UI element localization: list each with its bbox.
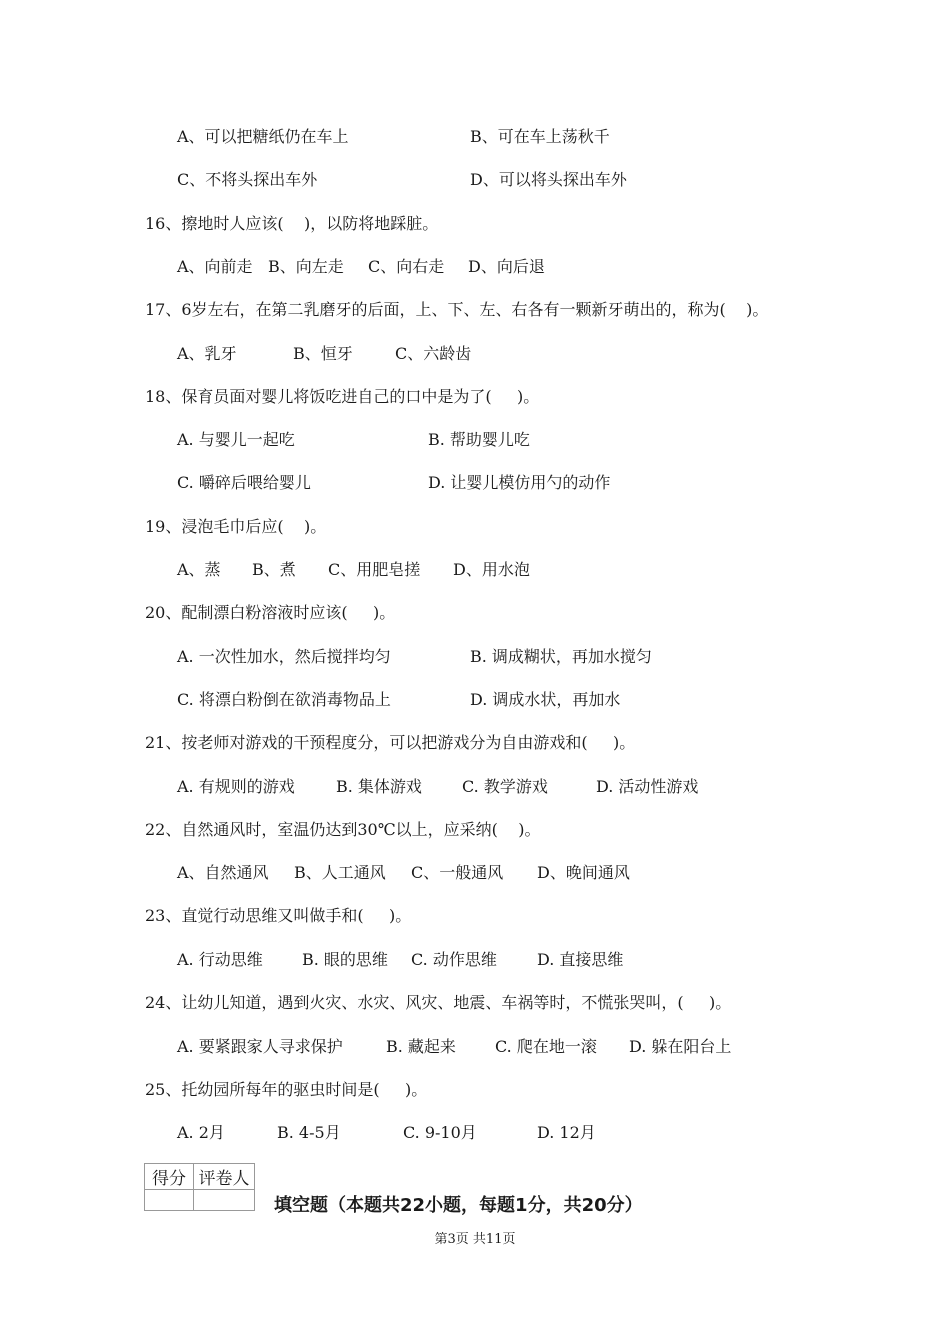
q24-option-a: A. 要紧跟家人寻求保护	[177, 1037, 343, 1056]
q19-option-c: C、用肥皂搓	[328, 560, 421, 579]
q19-option-b: B、煮	[252, 560, 296, 579]
q18-option-a: A. 与婴儿一起吃	[177, 430, 295, 449]
q25-option-a: A. 2月	[177, 1123, 225, 1142]
q22-option-b: B、人工通风	[294, 863, 386, 882]
q21-option-d: D. 活动性游戏	[596, 777, 699, 796]
q17-option-c: C、六龄齿	[395, 344, 472, 363]
q15-option-d: D、可以将头探出车外	[470, 170, 627, 189]
q23-option-b: B. 眼的思维	[302, 950, 388, 969]
q21-option-a: A. 有规则的游戏	[177, 777, 295, 796]
q23-option-a: A. 行动思维	[177, 950, 263, 969]
score-cell	[145, 1190, 194, 1211]
q19-option-d: D、用水泡	[453, 560, 530, 579]
q15-option-b: B、可在车上荡秋千	[470, 127, 610, 146]
grader-label: 评卷人	[194, 1164, 255, 1190]
score-box	[144, 1163, 255, 1211]
q19-stem: 19、浸泡毛巾后应( )。	[145, 517, 327, 536]
q20-option-c: C. 将漂白粉倒在欲消毒物品上	[177, 690, 391, 709]
q21-stem: 21、按老师对游戏的干预程度分，可以把游戏分为自由游戏和( )。	[145, 733, 636, 752]
q25-stem: 25、托幼园所每年的驱虫时间是( )。	[145, 1080, 428, 1099]
q16-option-d: D、向后退	[468, 257, 545, 276]
q23-option-c: C. 动作思维	[411, 950, 497, 969]
q15-option-c: C、不将头探出车外	[177, 170, 318, 189]
q25-option-d: D. 12月	[537, 1123, 596, 1142]
q16-option-b: B、向左走	[268, 257, 344, 276]
q17-option-a: A、乳牙	[177, 344, 237, 363]
q20-stem: 20、配制漂白粉溶液时应该( )。	[145, 603, 396, 622]
q18-option-b: B. 帮助婴儿吃	[428, 430, 530, 449]
q20-option-a: A. 一次性加水，然后搅拌均匀	[177, 647, 391, 666]
q16-option-a: A、向前走	[177, 257, 253, 276]
q24-option-b: B. 藏起来	[386, 1037, 456, 1056]
q24-option-d: D. 躲在阳台上	[629, 1037, 732, 1056]
q18-option-c: C. 嚼碎后喂给婴儿	[177, 473, 311, 492]
q18-stem: 18、保育员面对婴儿将饭吃进自己的口中是为了( )。	[145, 387, 540, 406]
q23-option-d: D. 直接思维	[537, 950, 624, 969]
q20-option-b: B. 调成糊状，再加水搅匀	[470, 647, 652, 666]
q20-option-d: D. 调成水状，再加水	[470, 690, 621, 709]
page-number: 第3页 共11页	[434, 1232, 516, 1247]
q24-option-c: C. 爬在地一滚	[495, 1037, 597, 1056]
q15-option-a: A、可以把糖纸仍在车上	[177, 127, 349, 146]
q21-option-b: B. 集体游戏	[336, 777, 422, 796]
q21-option-c: C. 教学游戏	[462, 777, 548, 796]
q17-stem: 17、6岁左右，在第二乳磨牙的后面，上、下、左、右各有一颗新牙萌出的，称为( )。	[145, 300, 769, 319]
q25-option-b: B. 4-5月	[277, 1123, 341, 1142]
q16-stem: 16、擦地时人应该( )，以防将地踩脏。	[145, 214, 439, 233]
q19-option-a: A、蒸	[177, 560, 221, 579]
q22-option-c: C、一般通风	[411, 863, 504, 882]
q18-option-d: D. 让婴儿模仿用勺的动作	[428, 473, 611, 492]
grader-cell	[194, 1190, 255, 1211]
q16-option-c: C、向右走	[368, 257, 445, 276]
q22-option-a: A、自然通风	[177, 863, 269, 882]
q22-option-d: D、晚间通风	[537, 863, 630, 882]
q23-stem: 23、直觉行动思维又叫做手和( )。	[145, 906, 412, 925]
q24-stem: 24、让幼儿知道，遇到火灾、水灾、风灾、地震、车祸等时，不慌张哭叫，( )。	[145, 993, 732, 1012]
score-label: 得分	[145, 1164, 194, 1190]
q22-stem: 22、自然通风时，室温仍达到30℃以上，应采纳( )。	[145, 820, 541, 839]
q25-option-c: C. 9-10月	[403, 1123, 477, 1142]
q17-option-b: B、恒牙	[293, 344, 353, 363]
section-title: 填空题（本题共22小题，每题1分，共20分）	[274, 1195, 643, 1216]
